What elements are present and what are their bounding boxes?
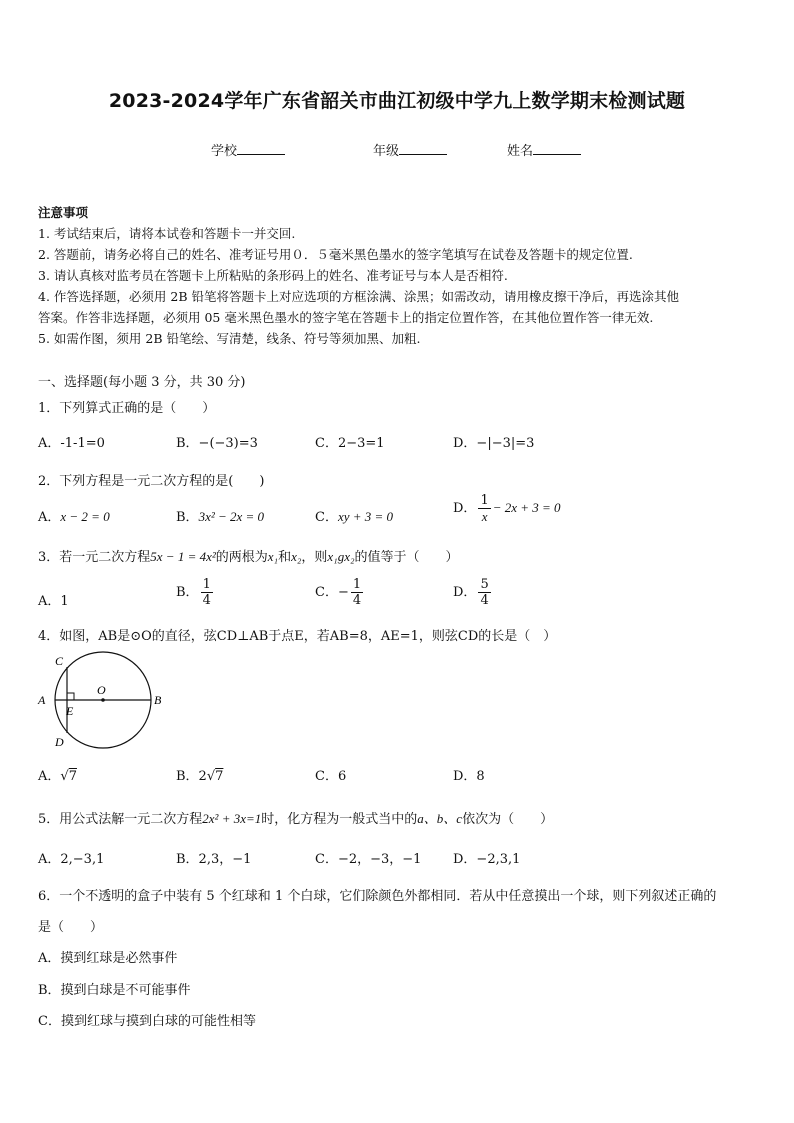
note-item: 4. 作答选择题，必须用 2B 铅笔将答题卡上对应选项的方框涂满、涂黑；如需改动，请用橡皮擦干净后，再选涂其他	[38, 289, 679, 304]
q4-option-a	[38, 765, 77, 784]
q5-option-a: A．2,−3,1	[38, 852, 105, 867]
q5-stem-pre: 5．用公式法解一元二次方程	[38, 812, 203, 827]
school-label: 学校	[211, 144, 238, 159]
q2-d-denominator: x	[481, 509, 488, 524]
q2-d-numerator: 1	[480, 493, 489, 508]
question-3-stem	[38, 546, 459, 565]
center-point	[101, 698, 105, 702]
school-field	[211, 140, 285, 159]
q2-a-label: A．	[38, 510, 61, 525]
q6-option-a: A．摸到红球是必然事件	[38, 951, 178, 966]
q3-stem-pre: 3．若一元二次方程	[38, 550, 151, 565]
q1-option-a: A．-1-1=0	[38, 436, 105, 451]
grade-label: 年级	[373, 144, 400, 159]
q3-option-d	[453, 578, 493, 607]
q3-root-1: x₁	[267, 549, 279, 564]
q5-option-b: B．2,3，−1	[176, 852, 252, 867]
sqrt-icon: √	[206, 769, 216, 784]
q2-option-c	[315, 506, 393, 525]
q5-vars: a、b、c	[417, 811, 463, 826]
q3-root-2: x₂	[291, 549, 302, 564]
q5-stem-post: 依次为（ ）	[462, 812, 554, 827]
q3-d-label: D．	[453, 585, 477, 600]
question-6-stem-line-1: 6．一个不透明的盒子中装有 5 个红球和 1 个白球，它们除颜色外都相同．若从中任意摸出一个球，则下列叙述正确的	[38, 889, 717, 904]
question-6-stem-line-2: 是（ ）	[38, 920, 104, 935]
q3-b-fraction	[201, 578, 213, 607]
q4-b-radicand: 7	[215, 769, 224, 784]
q2-option-d	[453, 494, 561, 523]
q4-option-b	[176, 765, 223, 784]
note-item: 1. 考试结束后，请将本试卷和答题卡一并交回.	[38, 226, 296, 241]
label-o: O	[97, 683, 106, 697]
grade-field	[373, 140, 447, 159]
q4-option-c: C．6	[315, 769, 347, 784]
q5-option-d: D．−2,3,1	[453, 852, 521, 867]
name-blank	[533, 142, 581, 155]
grade-blank	[399, 142, 447, 155]
q1-option-c: C．2−3=1	[315, 436, 385, 451]
q2-c-expr: xy + 3 = 0	[337, 509, 394, 524]
label-b: B	[154, 693, 162, 707]
q6-option-c: C．摸到红球与摸到白球的可能性相等	[38, 1014, 256, 1029]
q3-b-label: B．	[176, 585, 199, 600]
q2-d-label: D．	[453, 501, 477, 516]
note-item: 答案。作答非选择题，必须用 05 毫米黑色墨水的签字笔在答题卡上的指定位置作答，在其他位置作答一律无效.	[38, 310, 654, 325]
q3-option-c	[315, 578, 365, 607]
q2-a-expr: x − 2 = 0	[60, 509, 110, 524]
note-item: 3. 请认真核对监考员在答题卡上所粘贴的条形码上的姓名、准考证号与本人是否相符.	[38, 268, 508, 283]
q3-d-denominator: 4	[480, 593, 489, 608]
q4-b-label: B．2	[176, 769, 207, 784]
section-heading: 一、选择题(每小题 3 分，共 30 分)	[38, 375, 246, 390]
label-e: E	[66, 704, 74, 718]
q3-product: x₁gx₂	[327, 549, 355, 564]
notes-heading: 注意事项	[38, 205, 89, 220]
question-1-stem: 1．下列算式正确的是（ ）	[38, 401, 216, 416]
name-field	[507, 140, 581, 159]
q3-equation: 5x − 1 = 4x²	[150, 549, 216, 564]
q1-option-d: D．−|−3|=3	[453, 436, 535, 451]
q3-stem-mid: 的两根为	[215, 550, 268, 565]
q3-c-denominator: 4	[352, 593, 362, 608]
name-label: 姓名	[507, 144, 534, 159]
q3-b-numerator: 1	[202, 577, 211, 592]
q6-option-b: B．摸到白球是不可能事件	[38, 983, 191, 998]
q3-option-b	[176, 578, 215, 607]
question-4-stem: 4．如图，AB是⊙O的直径，弦CD⊥AB于点E，若AB=8，AE=1，则弦CD的长是（ ）	[38, 629, 557, 644]
q4-option-d: D．8	[453, 769, 485, 784]
q2-d-fraction	[478, 494, 490, 523]
exam-title: 2023-2024学年广东省韶关市曲江初级中学九上数学期末检测试题	[108, 90, 686, 112]
q2-b-expr: 3x² − 2x = 0	[198, 509, 265, 524]
q2-option-a	[38, 506, 110, 525]
q3-option-a: A．1	[38, 594, 69, 609]
q4-a-label: A．	[38, 769, 61, 784]
school-blank	[237, 142, 285, 155]
q3-b-denominator: 4	[202, 593, 211, 608]
question-5-stem	[38, 808, 553, 827]
sqrt-icon: √	[60, 769, 69, 784]
q4-a-radicand: 7	[68, 769, 77, 784]
label-c: C	[55, 654, 64, 668]
q2-b-label: B．	[176, 510, 199, 525]
label-d: D	[55, 735, 64, 749]
q3-c-numerator: 1	[352, 577, 362, 592]
q1-option-b: B．−(−3)=3	[176, 436, 258, 451]
q3-d-numerator: 5	[480, 577, 489, 592]
q3-d-fraction	[478, 578, 490, 607]
q3-c-label: C．−	[315, 585, 349, 600]
q2-d-rest: − 2x + 3 = 0	[492, 500, 561, 515]
q3-stem-mid2: ，则	[301, 550, 328, 565]
right-angle-mark	[67, 693, 74, 700]
note-item: 2. 答题前，请务必将自己的姓名、准考证号用０．５毫米黑色墨水的签字笔填写在试卷及答题卡的规定位置.	[38, 247, 633, 262]
note-item: 5. 如需作图，须用 2B 铅笔绘、写清楚，线条、符号等须加黑、加粗.	[38, 331, 421, 346]
q2-c-label: C．	[315, 510, 338, 525]
q2-option-b	[176, 506, 264, 525]
q3-and: 和	[278, 550, 292, 565]
q3-stem-post: 的值等于（ ）	[354, 550, 459, 565]
q5-equation: 2x² + 3x=1	[202, 811, 262, 826]
q3-c-fraction	[351, 578, 363, 607]
q5-option-c: C．−2，−3，−1	[315, 852, 422, 867]
question-2-stem: 2．下列方程是一元二次方程的是( )	[38, 474, 265, 489]
circle-diagram	[34, 648, 174, 753]
label-a: A	[38, 693, 46, 707]
q5-stem-mid: 时，化方程为一般式当中的	[261, 812, 418, 827]
